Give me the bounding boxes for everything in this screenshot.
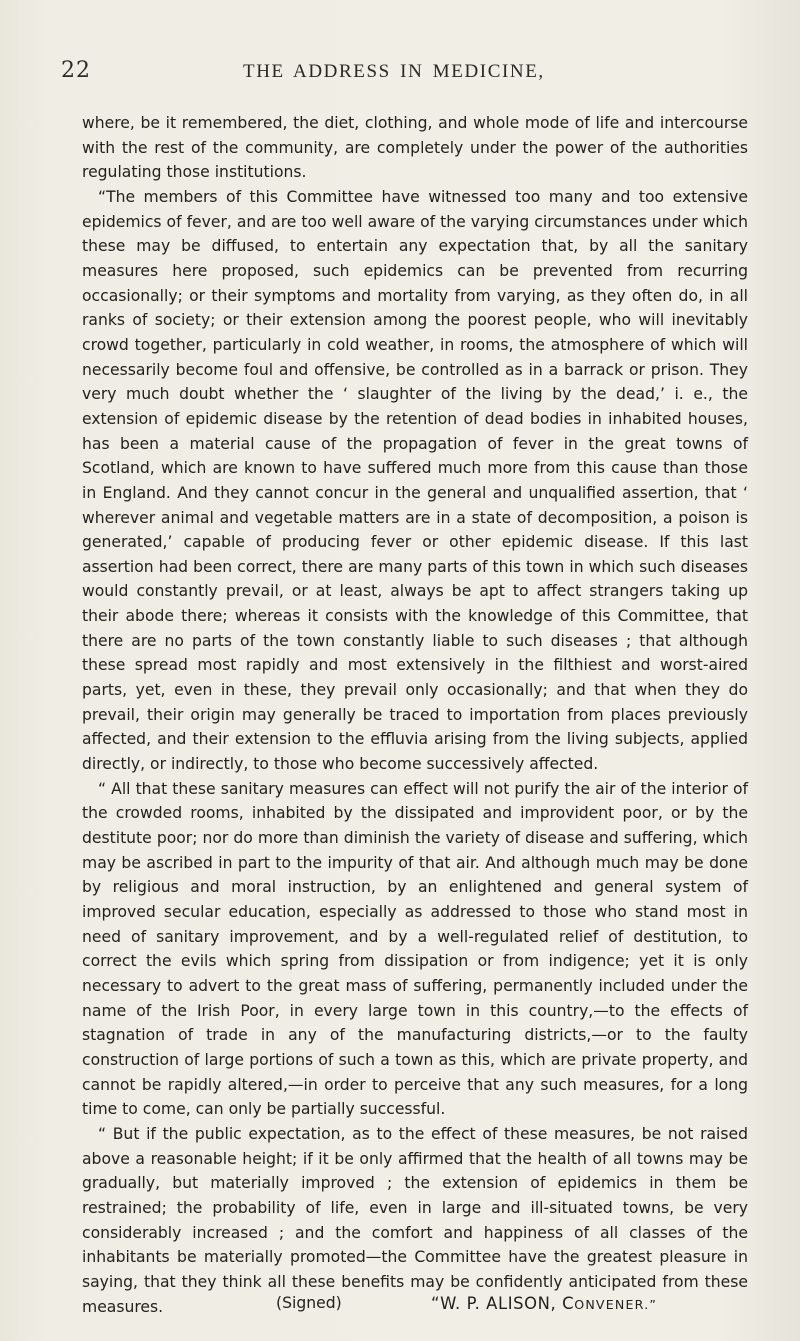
page-number: 22 <box>61 58 91 83</box>
paragraph-3: “ All that these sanitary measures can effect will not purify the air of the interior of the crowded rooms, inhabited by the dissipated and improvident poor, or by the destitute poor; nor do more than diminish the variety of disease and suffering, which may be ascribed in part to the impurity of that air. And although much may be done by religious and moral instruction, by an enlightened and general system of improved secular education, especially as addressed to those who stand most in need of sanitary improvement, and by a well-regulated relief of destitution, to correct the evils which spring from dissipation or from indigence; yet it is only necessary to advert to the great mass of suffering, permanently included under the name of the Irish Poor, in every large town in this country,—to the effects of stagnation of trade in any of the manufacturing districts,—or to the faulty construction of large portions of such a town as this, which are private property, and cannot be rapidly altered,—in order to perceive that any such measures, for a long time to come, can only be partially successful. <box>82 779 748 1119</box>
signed-label: (Signed) <box>276 1294 342 1312</box>
signer-name-text: “W. P. ALISON, <box>431 1294 557 1313</box>
signer-role-initial: C <box>562 1294 575 1313</box>
signer-role-rest: ONVENER.” <box>574 1297 658 1312</box>
paragraph-2: “The members of this Committee have witnessed too many and too extensive epidemics of fever, and are too well aware of the varying circumstances under which these may be diffused, to entertain any expectation that, by all the sanitary measures here proposed, such epidemics can be prevented from recurring occasionally; or their symptoms and mortality from varying, as they often do, in all ranks of society; or their extension among the poorest people, who will inevitably crowd together, particularly in cold weather, in rooms, the atmosphere of which will necessarily become foul and offensive, be controlled as in a barrack or prison. They very much doubt whether the ‘ slaughter of the living by the dead,’ i. e., the extension of epidemic disease by the retention of dead bodies in inhabited houses, has been a material cause of the propagation of fever in the great towns of Scotland, which are known to have suffered much more from this cause than those in England. And they cannot concur in the general and unqualified assertion, that ‘ wherever animal and vegetable matters are in a state of decomposition, a poison is generated,’ capable of producing fever or other epidemic disease. If this last assertion had been correct, there are many parts of this town in which such diseases would constantly prevail, or at least, always be apt to affect strangers taking up their abode there; whereas it consists with the knowledge of this Committee, that there are no parts of the town constantly liable to such diseases ; that although these spread most rapidly and most extensively in the filthiest and worst-aired parts, yet, even in these, they prevail only occasionally; and that when they do prevail, their origin may generally be traced to importation from places previously affected, and their extension to the effluvia arising from the living subjects, applied directly, or indirectly, to those who become successively affected. <box>82 187 748 774</box>
body-text <box>82 111 748 1319</box>
paragraph-4: “ But if the public expectation, as to the effect of these measures, be not raised above a reasonable height; if it be only affirmed that the health of all towns may be gradually, but materially improved ; the extension of epidemics in them be restrained; the probability of life, even in large and ill-situated towns, be very considerably increased ; and the comfort and happiness of all classes of the inhabitants be materially promoted—the Committee have the greatest pleasure in saying, that they think all these benefits may be confidently anticipated from these measures. <box>82 1124 748 1316</box>
signature-line <box>0 1294 800 1320</box>
paragraph-1: where, be it remembered, the diet, clothing, and whole mode of life and intercourse with the rest of the community, are completely under the power of the authorities regulating those institutions. <box>82 114 748 182</box>
signer-name <box>431 1294 657 1313</box>
page-header <box>0 58 800 88</box>
running-title: THE ADDRESS IN MEDICINE, <box>243 61 545 82</box>
